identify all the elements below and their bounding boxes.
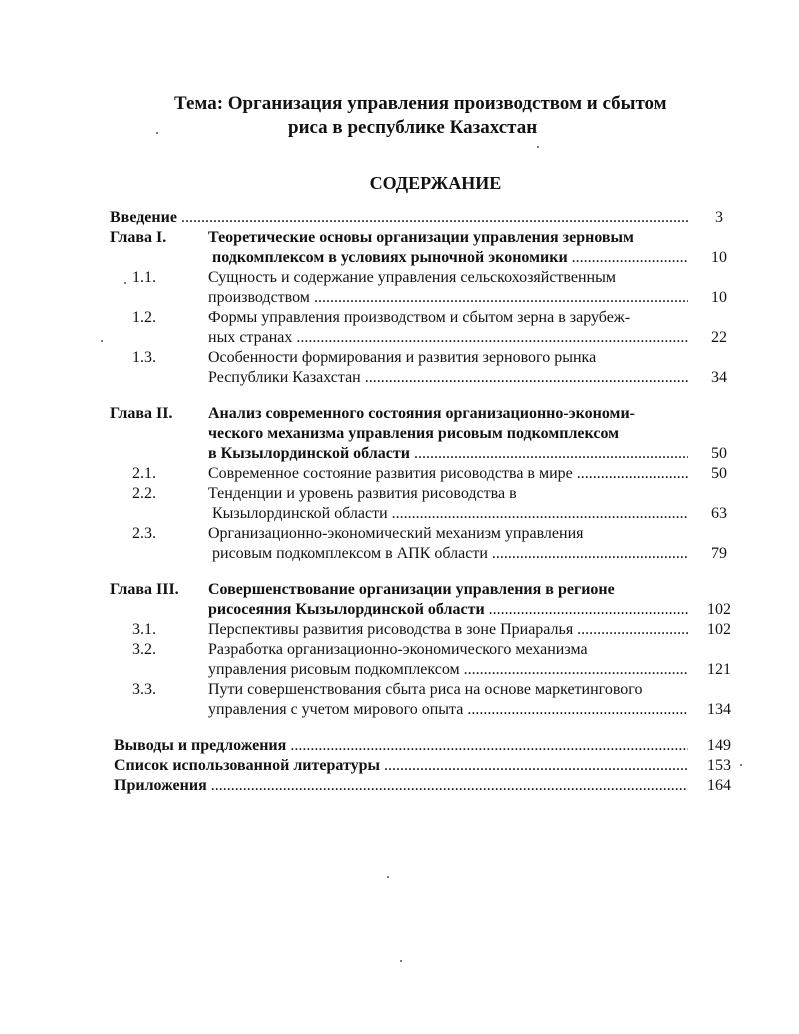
section-3-2-number: 3.2. [132,641,156,658]
appendices-label: Приложения ..... [114,776,688,796]
contents-heading: СОДЕРЖАНИЕ [369,173,502,193]
chapter3-title-line2: рисосеяния Кызылординской области ..... [208,600,688,620]
section-1-1-title-line1: Сущность и содержание управления сельскохозяйственным [208,269,616,286]
section-1-3-title-line2: Республики Казахстан ..... [208,368,688,388]
toc-row-3-1 [110,620,740,640]
section-3-2-page: 121 [707,661,731,678]
section-3-3-page: 134 [707,701,731,718]
chapter2-label: Глава II. [110,405,173,422]
topic-line-2: риса в республике Казахстан [288,117,538,138]
chapter1-title-line1: Теоретические основы организации управления зерновым [208,229,634,246]
toc-row-3-3 [110,680,740,700]
section-2-1-page: 50 [711,465,727,482]
scan-speck [400,960,402,962]
toc-row-1-3-b [110,368,740,388]
section-2-2-page: 63 [711,505,727,522]
toc-row-1-2 [110,308,740,328]
toc-row-intro [110,208,740,228]
toc-intro-page: 3 [715,209,723,226]
toc-intro-label: Введение ..... [110,208,688,228]
section-3-3-title-line2: управления с учетом мирового опыта ..... [208,700,688,720]
toc-row-1-3 [110,348,740,368]
scan-speck [124,282,126,284]
toc-row-2-3 [110,524,740,544]
scan-speck [101,340,103,342]
table-of-contents [110,208,740,796]
toc-row-appendices [110,776,740,796]
toc-row-2-1 [110,464,740,484]
section-1-1-title-line2: производством ..... [208,288,688,308]
toc-row-chapter2-title2 [110,424,740,444]
chapter1-page: 10 [711,249,727,266]
toc-row-3-3-b [110,700,740,720]
section-2-3-number: 2.3. [132,525,156,542]
toc-row-2-3-b [110,544,740,564]
toc-row-1-1 [110,268,740,288]
chapter1-title-line2: подкомплексом в условиях рыночной экономики ..... [208,248,688,268]
section-2-3-title-line2: рисовым подкомплексом в АПК области ..... [208,544,688,564]
toc-row-chapter1-title2 [110,248,740,268]
section-1-2-title-line1: Формы управления производством и сбытом зерна в зарубеж- [208,309,631,326]
chapter2-title-line1: Анализ современного состояния организационно-экономи- [208,405,635,422]
toc-row-2-2-b [110,504,740,524]
toc-row-chapter3-title [110,580,740,600]
chapter3-page: 102 [707,601,731,618]
section-3-1-number: 3.1. [132,621,156,638]
toc-row-references [110,756,740,776]
section-1-3-title-line1: Особенности формирования и развития зернового рынка [208,349,597,366]
toc-row-chapter2-title3 [110,444,740,464]
section-1-2-page: 22 [711,329,727,346]
chapter3-label: Глава III. [110,581,179,598]
conclusions-label: Выводы и предложения ..... [114,736,688,756]
toc-row-conclusions [110,736,740,756]
section-3-1-title-line1: Перспективы развития рисоводства в зоне Приаралья ..... [208,620,688,640]
references-page: 153 [707,757,731,774]
section-3-2-title-line1: Разработка организационно-экономического механизма [208,641,588,658]
chapter2-title-line2: ческого механизма управления рисовым подкомплексом [208,425,620,442]
scan-speck [387,876,389,878]
section-2-2-title-line1: Тенденции и уровень развития рисоводства в [208,485,517,502]
chapter3-title-line1: Совершенствование организации управления в регионе [208,581,615,598]
chapter1-label: Глава I. [110,229,167,246]
section-1-2-title-line2: ных странах ..... [208,328,688,348]
toc-row-2-2 [110,484,740,504]
references-label: Список использованной литературы ..... [114,756,688,776]
toc-row-1-1-b [110,288,740,308]
chapter2-title-line3: в Кызылординской области ..... [208,444,688,464]
section-2-1-title-line1: Современное состояние развития рисоводства в мире ..... [208,464,688,484]
section-2-3-title-line1: Организационно-экономический механизм управления [208,525,584,542]
chapter2-page: 50 [711,445,727,462]
section-3-3-number: 3.3. [132,681,156,698]
section-1-1-page: 10 [711,289,727,306]
section-2-2-number: 2.2. [132,485,156,502]
toc-row-3-2-b [110,660,740,680]
conclusions-page: 149 [707,737,731,754]
section-1-3-number: 1.3. [132,349,156,366]
section-3-3-title-line1: Пути совершенствования сбыта риса на основе маркетингового [208,681,643,698]
scan-speck [156,132,158,134]
topic-line-1: Тема: Организация управления производством и сбытом [174,93,667,114]
section-3-2-title-line2: управления рисовым подкомплексом ..... [208,660,688,680]
toc-row-1-2-b [110,328,740,348]
toc-row-chapter1-title [110,228,740,248]
toc-row-3-2 [110,640,740,660]
section-1-2-number: 1.2. [132,309,156,326]
section-2-3-page: 79 [711,545,727,562]
section-1-3-page: 34 [711,369,727,386]
section-2-2-title-line2: Кызылординской области ..... [208,504,688,524]
toc-row-chapter3-title2 [110,600,740,620]
section-2-1-number: 2.1. [132,465,156,482]
toc-row-chapter2-title [110,404,740,424]
appendices-page: 164 [707,777,731,794]
section-3-1-page: 102 [707,621,731,638]
scan-speck [537,146,539,148]
scan-speck [740,764,742,766]
section-1-1-number: 1.1. [132,269,156,286]
